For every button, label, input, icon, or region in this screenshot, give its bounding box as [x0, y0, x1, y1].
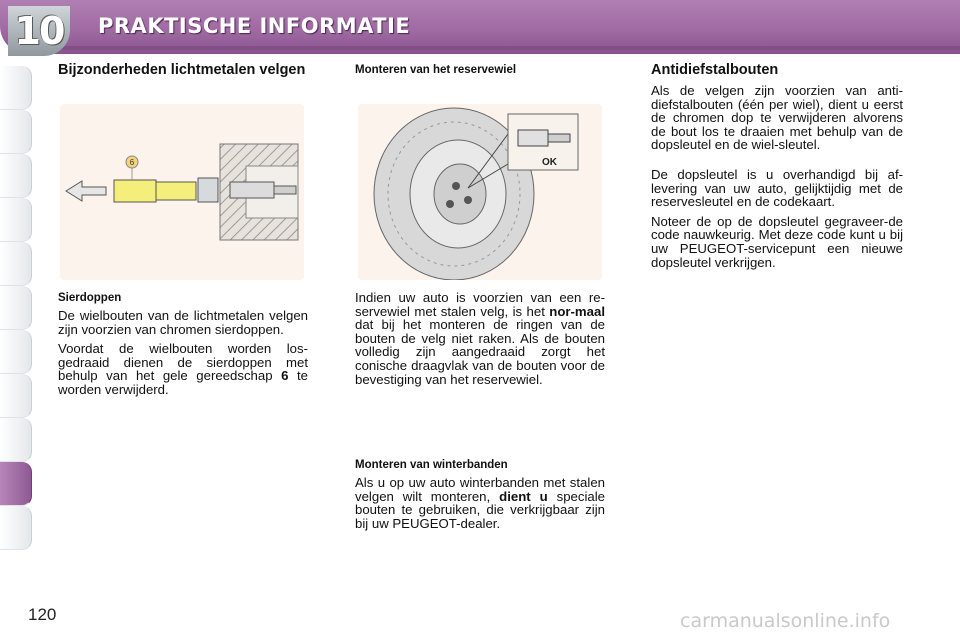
column-alloy-wheels: [58, 63, 308, 78]
chapter-tab-1: [0, 66, 32, 110]
subheading-sierdoppen: Sierdoppen: [58, 292, 122, 304]
emphasis-must: dient u: [499, 488, 548, 504]
chapter-tab-4: [0, 198, 32, 242]
column-anti-theft: [651, 63, 903, 275]
column-spare-wheel: [355, 63, 605, 77]
chapter-tab-11: [0, 506, 32, 550]
spare-wheel-illustration: [358, 104, 602, 280]
tool-diagram: [60, 104, 304, 280]
chapter-number-badge: 10: [8, 6, 70, 56]
text-run: Als u op uw auto winterbanden met stalen velgen wilt monteren,: [355, 475, 605, 504]
paragraph-winter-tyres: [355, 476, 605, 530]
chapter-tab-9: [0, 418, 32, 462]
column-winter-tyres: [355, 458, 605, 536]
spare-wheel-diagram: [358, 104, 602, 280]
paragraph-anti-theft-bolts: Als de velgen zijn voorzien van anti-diefstalbouten (één per wiel), dient u eerst de chromen dop te verwijderen alvorens de bout los te draaien met behulp van de dopsleutel en de wiel-sleutel.: [651, 83, 903, 153]
paragraph-remove-caps: [58, 342, 308, 396]
emphasis-normal: nor-maal: [549, 303, 605, 319]
paragraph-socket-key: De dopsleutel is u overhandigd bij af-levering van uw auto, gelijktijdig met de reservesleutel en de codekaart.: [651, 166, 903, 210]
column-alloy-wheels-text: [58, 291, 308, 403]
chapter-tabs: [0, 66, 34, 550]
column-spare-wheel-text: [355, 291, 605, 392]
page-title: PRAKTISCHE INFORMATIE: [98, 14, 411, 38]
section-heading-spare-wheel: Monteren van het reservewiel: [355, 64, 517, 76]
section-heading-alloy-wheels: Bijzonderheden lichtmetalen velgen: [58, 62, 306, 78]
header-stripe: [60, 46, 960, 50]
paragraph-spare-wheel: [355, 291, 605, 386]
page-number: 120: [28, 605, 57, 624]
section-heading-winter-tyres: Monteren van winterbanden: [355, 459, 508, 471]
tool-reference: 6: [281, 368, 289, 384]
text-run: Indien uw auto is voorzien van een re-servewiel met stalen velg, is het: [355, 290, 605, 319]
chapter-tab-2: [0, 110, 32, 154]
text-run: dat bij het monteren de ringen van de bouten de velg niet raken. Als de bouten volledig zijn aangedraaid zorgt het conische draagvlak van de bouten voor de bevestiging van het reservewiel.: [355, 317, 605, 387]
ok-label: OK: [542, 157, 557, 168]
chapter-tab-5: [0, 242, 32, 286]
section-heading-anti-theft: Antidiefstalbouten: [651, 62, 779, 78]
chapter-tab-8: [0, 374, 32, 418]
text-run: Voordat de wielbouten worden los-gedraaid dienen de sierdoppen met behulp van het gele gereedschap: [58, 341, 308, 384]
wheel-cap-tool-illustration: [60, 104, 304, 280]
paragraph-chrome-caps: De wielbouten van de lichtmetalen velgen zijn voorzien van chromen sierdoppen.: [58, 308, 308, 337]
text-run: te worden verwijderd.: [58, 368, 308, 397]
tool-number-label: 6: [129, 158, 135, 167]
watermark: carmanualsonline.info: [680, 610, 891, 632]
text-run: speciale bouten te gebruiken, die verkrijgbaar zijn bij uw PEUGEOT-dealer.: [355, 488, 605, 531]
chapter-tab-10: [0, 462, 32, 506]
chapter-tab-7: [0, 330, 32, 374]
chapter-tab-3: [0, 154, 32, 198]
chapter-tab-6: [0, 286, 32, 330]
paragraph-key-code: Noteer de op de dopsleutel gegraveer-de code nauwkeurig. Met deze code kunt u bij uw PEUGEOT-servicepunt een nieuwe dopsleutel verkrijgen.: [651, 213, 903, 270]
